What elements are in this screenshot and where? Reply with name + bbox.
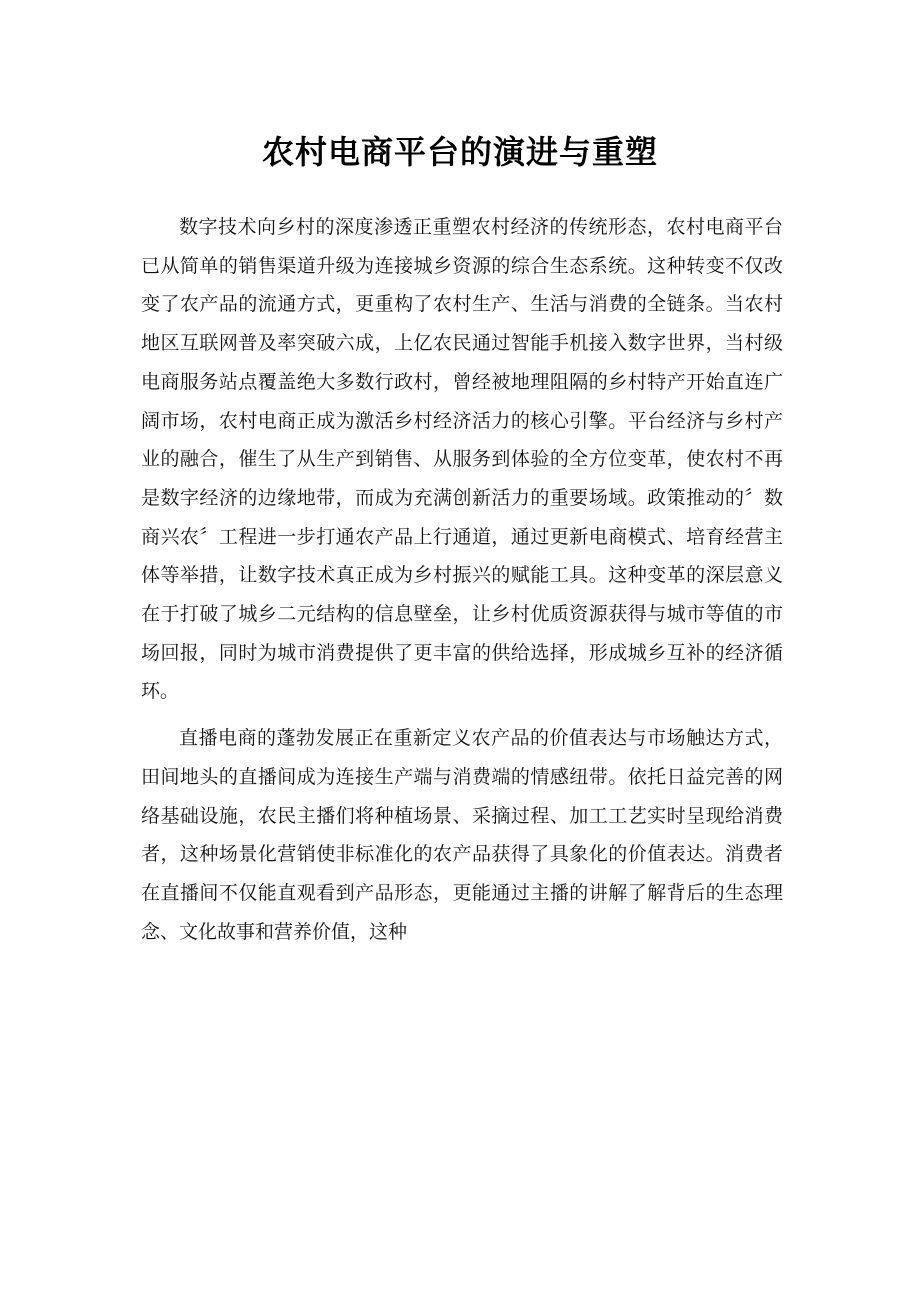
document-body [141,208,783,959]
paragraph-1: 数字技术向乡村的深度渗透正重塑农村经济的传统形态，农村电商平台已从简单的销售渠道升级为连接城乡资源的综合生态系统。这种转变不仅改变了农产品的流通方式，更重构了农村生产、生活与消费的全链条。当农村地区互联网普及率突破六成，上亿农民通过智能手机接入数字世界，当村级电商服务站点覆盖绝大多数行政村，曾经被地理阻隔的乡村特产开始直连广阔市场，农村电商正成为激活乡村经济活力的核心引擎。平台经济与乡村产业的融合，催生了从生产到销售、从服务到体验的全方位变革，使农村不再是数字经济的边缘地带，而成为充满创新活力的重要场域。政策推动的〞数商兴农〞工程进一步打通农产品上行通道，通过更新电商模式、培育经营主体等举措，让数字技术真正成为乡村振兴的赋能工具。这种变革的深层意义在于打破了城乡二元结构的信息壁垒，让乡村优质资源获得与城市等值的市场回报，同时为城市消费提供了更丰富的供给选择，形成城乡互补的经济循环。 [141,216,783,703]
document-title: 农村电商平台的演进与重塑 [261,133,658,171]
paragraph-2: 直播电商的蓬勃发展正在重新定义农产品的价值表达与市场触达方式，田间地头的直播间成为连接生产端与消费端的情感纽带。依托日益完善的网络基础设施，农民主播们将种植场景、采摘过程、加工工艺实时呈现给消费者，这种场景化营销使非标准化的农产品获得了具象化的价值表达。消费者在直播间不仅能直观看到产品形态，更能通过主播的讲解了解背后的生态理念、文化故事和营养价值，这种 [141,727,783,943]
